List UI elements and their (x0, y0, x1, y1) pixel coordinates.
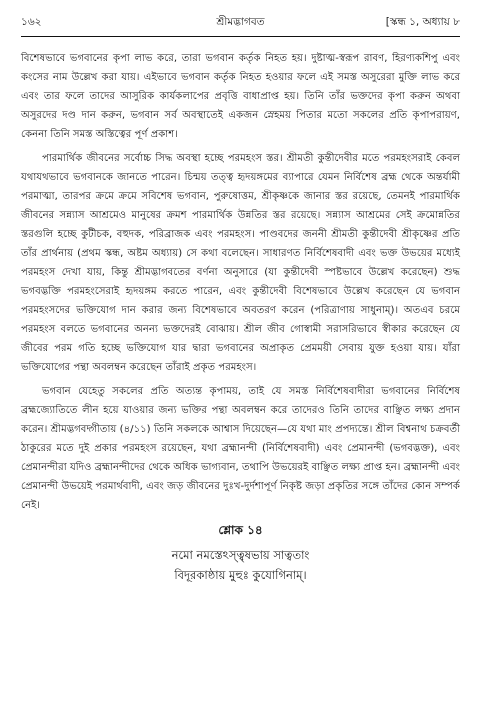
shloka-heading: শ্লোক ১৪ (218, 523, 263, 537)
page-body (21, 49, 460, 515)
page-header (21, 12, 460, 32)
shloka-line-1: নমো নমস্তেঽস্ত্বৃষভায় সাত্বতাং (171, 548, 310, 562)
shloka-line-2: বিদূরকাষ্ঠায় মুহুঃ কুযোগিনাম্। (174, 568, 307, 582)
header-rule (21, 36, 460, 37)
chapter-reference: [স্কন্ধ ১, অধ্যায় ৮ (385, 16, 460, 28)
book-title: শ্রীমদ্ভাগবত (216, 16, 265, 28)
paragraph-paramahamsa: পারমার্থিক জীবনের সর্বোচ্চ সিদ্ধ অবস্থা হচ্ছে পরমহংস স্তর। শ্রীমতী কুন্তীদেবীর মতে পরমহংসরাই কেবল যথাযথভাবে ভগবানকে জানতে পারেন। চিন্ময় তত্ত্ব হৃদয়ঙ্গমের ব্যাপারে যেমন নির্বিশেষ ব্রহ্ম থেকে অন্তর্যামী পরমাত্মা, তারপর ক্রমে ক্রমে সবিশেষ ভগবান, পুরুষোত্তম, শ্রীকৃষ্ণকে জানার স্তর রয়েছে, তেমনই পারমার্থিক জীবনের সন্ন্যাস আশ্রমেও মানুষের ক্রমশ পারমার্থিক উন্নতির স্তর রয়েছে। সন্ন্যাস আশ্রমের সেই ক্রমোন্নতির স্তরগুলি হচ্ছে কুটীচক, বহুদক, পরিব্রাজক এবং পরমহংস। পাণ্ডবদের জননী শ্রীমতী কুন্তীদেবী শ্রীকৃষ্ণের প্রতি তাঁর প্রার্থনায় (প্রথম স্কন্ধ, অষ্টম অধ্যায়) সে কথা বলেছেন। সাধারণত নির্বিশেষবাদী এবং ভক্ত উভয়ের মধ্যেই পরমহংস দেখা যায়, কিন্তু শ্রীমদ্ভাগবতের বর্ণনা অনুসারে (যা কুন্তীদেবী স্পষ্টভাবে উল্লেখ করেছেন) শুদ্ধ ভগবদ্ভক্তি পরমহংসেরাই হৃদয়ঙ্গম করতে পারেন, এবং কুন্তীদেবী বিশেষভাবে উল্লেখ করেছেন যে ভগবান পরমহংসদের ভক্তিযোগ দান করার জন্য বিশেষভাবে অবতরণ করেন (পরিত্রাণায় সাধুনাম্)। অতএব চরমে পরমহংস বলতে ভগবানের অনন্য ভক্তদেরই বোঝায়। শ্রীল জীব গোস্বামী সরাসরিভাবে স্বীকার করেছেন যে জীবের পরম গতি হচ্ছে ভক্তিযোগ যার দ্বারা ভগবানের অপ্রাকৃত প্রেমময়ী সেবায় যুক্ত হওয়া যায়। যাঁরা ভক্তিযোগের পন্থা অবলম্বন করেছেন তাঁরাই প্রকৃত পরমহংস। (21, 153, 460, 373)
page-number: ১৬২ (21, 16, 42, 28)
paragraph-continuation: বিশেষভাবে ভগবানের কৃপা লাভ করে, তারা ভগবান কর্তৃক নিহত হয়। দুষ্টাত্ম-স্বরূপ রাবণ, হিরণ্যকশিপু এবং কংসের নাম উল্লেখ করা যায়। এইভাবে ভগবান কর্তৃক নিহত হওয়ার ফলে এই সমস্ত অসুরেরা মুক্তি লাভ করে এবং তার ফলে তাদের আসুরিক কার্যকলাপের প্রবৃত্তি বাধাপ্রাপ্ত হয়। তিনি তাঁর ভক্তদের কৃপা করুন অথবা অসুরদের দণ্ড দান করুন, ভগবান সর্ব অবস্থাতেই একজন স্নেহময় পিতার মতো সকলের প্রতি কৃপাপরায়ণ, কেননা তিনি সমস্ত অস্তিত্বের পূর্ণ প্রকাশ। (21, 53, 460, 140)
paragraph-brahmananda-premananda: ভগবান যেহেতু সকলের প্রতি অত্যন্ত কৃপাময়, তাই যে সমস্ত নির্বিশেষবাদীরা ভগবানের নির্বিশেষ ব্রহ্মজ্যোতিতে লীন হয়ে যাওয়ার জন্য ভক্তির পন্থা অবলম্বন করে তাদেরও তিনি তাদের বাঞ্ছিত লক্ষ্য প্রদান করেন। শ্রীমদ্ভগবদ্গীতায় (৪/১১) তিনি সকলকে আশ্বাস দিয়েছেন—যে যথা মাং প্রপদ্যন্তে। শ্রীল বিশ্বনাথ চক্রবর্তী ঠাকুরের মতে দুই প্রকার পরমহংস রয়েছেন, যথা ব্রহ্মানন্দী (নির্বিশেষবাদী) এবং প্রেমানন্দী (ভগবদ্ভক্ত), এবং প্রেমানন্দীরা যদিও ব্রহ্মানন্দীদের থেকে অধিক ভাগ্যবান, তথাপি উভয়েরই বাঞ্ছিত লক্ষ্য প্রাপ্ত হন। ব্রহ্মানন্দী এবং প্রেমানন্দী উভয়েই পরমার্থবাদী, এবং জড় জীবনের দুঃখ-দুর্দশাপূর্ণ নিকৃষ্ট জড়া প্রকৃতির সঙ্গে তাঁদের কোন সম্পর্ক নেই। (21, 386, 460, 511)
